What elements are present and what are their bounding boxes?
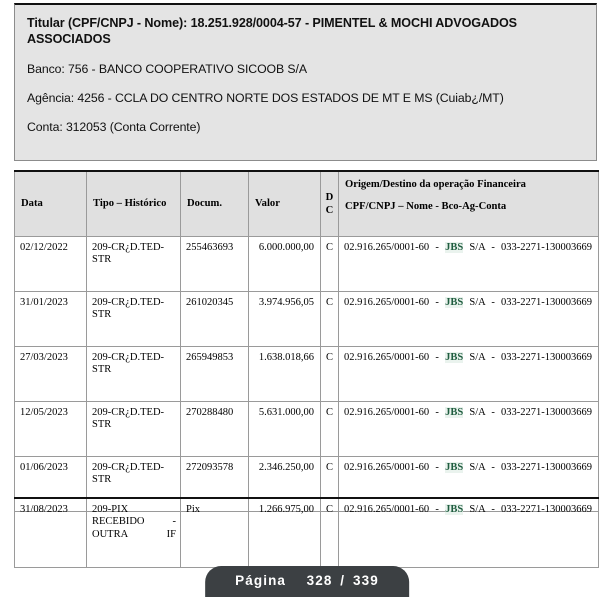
page-total: 339 <box>353 573 379 588</box>
cell-origin-destination <box>339 498 599 568</box>
cell-document: Pix <box>181 498 249 568</box>
table-row <box>15 237 599 292</box>
origin-dash-2: - <box>491 242 495 253</box>
cell-document: 255463693 <box>181 237 249 292</box>
cell-debit-credit: C <box>321 347 339 402</box>
origin-party-suffix: S/A <box>469 297 486 308</box>
table-row <box>15 402 599 457</box>
origin-party-suffix: S/A <box>469 242 486 253</box>
cell-debit-credit: C <box>321 498 339 568</box>
cell-origin-destination <box>339 292 599 347</box>
origin-dash: - <box>435 462 439 473</box>
table-row <box>15 292 599 347</box>
page-current: 328 <box>306 573 333 588</box>
origin-dash: - <box>435 297 439 308</box>
cell-date: 01/06/2023 <box>15 457 87 512</box>
cell-type-history: 209-CR¿D.TED-STR <box>87 402 181 457</box>
cell-document: 265949853 <box>181 347 249 402</box>
origin-dash: - <box>435 352 439 363</box>
cell-date: 31/08/2023 <box>15 498 87 568</box>
cell-debit-credit: C <box>321 237 339 292</box>
cell-origin-destination <box>339 237 599 292</box>
origin-party-name: JBS <box>445 504 464 515</box>
account-number-line: Conta: 312053 (Conta Corrente) <box>27 120 201 134</box>
cell-date: 27/03/2023 <box>15 347 87 402</box>
table-row <box>15 498 599 568</box>
origin-account: 033-2271-130003669 <box>501 242 593 253</box>
cell-amount: 5.631.000,00 <box>249 402 321 457</box>
origin-party-name: JBS <box>445 352 464 363</box>
cell-amount: 6.000.000,00 <box>249 237 321 292</box>
column-header-origem <box>339 171 599 237</box>
column-header-data: Data <box>15 171 87 237</box>
origin-party-name: JBS <box>445 462 464 473</box>
table-header-row <box>15 171 599 237</box>
page-label: Página <box>235 573 287 588</box>
origin-dash-2: - <box>491 462 495 473</box>
cell-amount: 1.638.018,66 <box>249 347 321 402</box>
origin-account: 033-2271-130003669 <box>501 352 593 363</box>
column-header-credit: C <box>325 205 334 216</box>
bank-line: Banco: 756 - BANCO COOPERATIVO SICOOB S/A <box>27 62 307 76</box>
origin-dash: - <box>435 504 439 515</box>
cell-amount: 2.346.250,00 <box>249 457 321 512</box>
column-header-origem-main: Origem/Destino da operação Financeira <box>345 179 526 190</box>
origin-dash-2: - <box>491 504 495 515</box>
origin-dash: - <box>435 407 439 418</box>
origin-party-suffix: S/A <box>469 407 486 418</box>
cell-date: 31/01/2023 <box>15 292 87 347</box>
origin-cnpj: 02.916.265/0001-60 <box>344 462 430 473</box>
column-header-valor: Valor <box>249 171 321 237</box>
origin-dash: - <box>435 242 439 253</box>
origin-party-name: JBS <box>445 242 464 253</box>
cell-type-history: 209-PIX RECEBIDO - OUTRA IF <box>87 498 181 568</box>
origin-cnpj: 02.916.265/0001-60 <box>344 242 430 253</box>
origin-account: 033-2271-130003669 <box>501 504 593 515</box>
cell-type-history: 209-CR¿D.TED-STR <box>87 347 181 402</box>
origin-cnpj: 02.916.265/0001-60 <box>344 407 430 418</box>
cell-origin-destination <box>339 402 599 457</box>
cell-date: 12/05/2023 <box>15 402 87 457</box>
statement-table <box>14 170 599 512</box>
origin-dash-2: - <box>491 407 495 418</box>
cell-document: 272093578 <box>181 457 249 512</box>
origin-account: 033-2271-130003669 <box>501 407 593 418</box>
origin-dash-2: - <box>491 352 495 363</box>
cell-document: 270288480 <box>181 402 249 457</box>
page-indicator <box>205 566 409 597</box>
origin-party-name: JBS <box>445 297 464 308</box>
origin-account: 033-2271-130003669 <box>501 462 593 473</box>
column-header-tipo: Tipo – Histórico <box>87 171 181 237</box>
cell-origin-destination <box>339 347 599 402</box>
account-holder-line: Titular (CPF/CNPJ - Nome): 18.251.928/0004-57 - PIMENTEL & MOCHI ADVOGADOS ASSOCIADOS <box>27 16 517 46</box>
cell-document: 261020345 <box>181 292 249 347</box>
cell-type-history: 209-CR¿D.TED-STR <box>87 457 181 512</box>
origin-party-suffix: S/A <box>469 504 486 515</box>
statement-table-continuation <box>14 497 599 568</box>
origin-cnpj: 02.916.265/0001-60 <box>344 352 430 363</box>
origin-account: 033-2271-130003669 <box>501 297 593 308</box>
cell-debit-credit: C <box>321 457 339 512</box>
table-row <box>15 347 599 402</box>
origin-party-suffix: S/A <box>469 352 486 363</box>
origin-cnpj: 02.916.265/0001-60 <box>344 504 430 515</box>
origin-party-suffix: S/A <box>469 462 486 473</box>
cell-type-history: 209-CR¿D.TED-STR <box>87 292 181 347</box>
column-header-origem-sub: CPF/CNPJ – Nome - Bco-Ag-Conta <box>345 201 507 213</box>
branch-line: Agência: 4256 - CCLA DO CENTRO NORTE DOS ESTADOS DE MT E MS (Cuiab¿/MT) <box>27 91 504 105</box>
cell-amount: 1.266.975,00 <box>249 498 321 568</box>
cell-amount: 3.974.956,05 <box>249 292 321 347</box>
column-header-docum: Docum. <box>181 171 249 237</box>
origin-dash-2: - <box>491 297 495 308</box>
column-header-debit: D <box>325 192 334 203</box>
account-header-panel <box>14 3 597 161</box>
cell-debit-credit: C <box>321 402 339 457</box>
origin-cnpj: 02.916.265/0001-60 <box>344 297 430 308</box>
origin-party-name: JBS <box>445 407 464 418</box>
cell-type-history: 209-CR¿D.TED-STR <box>87 237 181 292</box>
cell-debit-credit: C <box>321 292 339 347</box>
column-header-debit-credit <box>321 171 339 237</box>
cell-date: 02/12/2022 <box>15 237 87 292</box>
page-separator: / <box>340 573 346 588</box>
